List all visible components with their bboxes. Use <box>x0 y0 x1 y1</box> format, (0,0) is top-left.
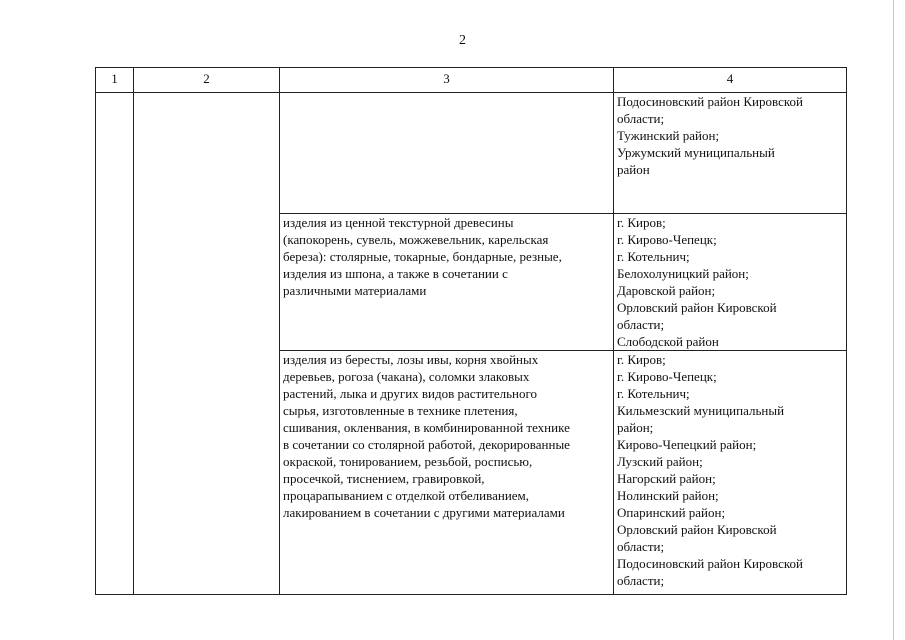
areas-cell <box>614 351 847 595</box>
table-header-row <box>96 68 847 93</box>
description-line: различными материалами <box>283 283 427 298</box>
area-line: Белохолуницкий район; <box>617 266 749 281</box>
area-line: г. Киров; <box>617 352 666 367</box>
description-line: деревьев, рогоза (чакана), соломки злаковых <box>283 369 530 384</box>
areas-cell <box>614 93 847 214</box>
area-line: Кильмезский муниципальный <box>617 403 785 418</box>
scan-edge-line <box>893 0 894 640</box>
area-line: г. Кирово-Чепецк; <box>617 232 717 247</box>
area-line: области; <box>617 111 665 126</box>
description-line: береза): столярные, токарные, бондарные, резные, <box>283 249 562 264</box>
description-line: сшивания, окленвания, в комбинированной технике <box>283 420 570 435</box>
column-header-1: 1 <box>96 68 134 93</box>
description-cell <box>280 93 614 214</box>
area-line: Подосиновский район Кировской <box>617 94 803 109</box>
area-line: Орловский район Кировской <box>617 300 777 315</box>
area-line: Нагорский район; <box>617 471 716 486</box>
description-line: сырья, изготовленные в технике плетения, <box>283 403 518 418</box>
area-line: Подосиновский район Кировской <box>617 556 803 571</box>
description-line: изделия из ценной текстурной древесины <box>283 215 514 230</box>
description-line: изделия из бересты, лозы ивы, корня хвойных <box>283 352 539 367</box>
area-line: г. Котельнич; <box>617 249 690 264</box>
column-header-2: 2 <box>134 68 280 93</box>
area-line: Слободской район <box>617 334 719 349</box>
area-line: Кирово-Чепецкий район; <box>617 437 757 452</box>
area-line: области; <box>617 539 665 554</box>
area-line: Лузский район; <box>617 454 703 469</box>
area-line: г. Котельнич; <box>617 386 690 401</box>
area-line: Даровской район; <box>617 283 716 298</box>
area-line: Уржумский муниципальный <box>617 145 775 160</box>
description-line: окраской, тонированием, резьбой, росписью, <box>283 454 533 469</box>
description-cell <box>280 214 614 351</box>
area-line: Нолинский район; <box>617 488 719 503</box>
area-line: г. Киров; <box>617 215 666 230</box>
description-line: (капокорень, сувель, можжевельник, карельская <box>283 232 549 247</box>
cell-col-2 <box>134 93 280 595</box>
cell-col-1 <box>96 93 134 595</box>
description-line: просечкой, тиснением, гравировкой, <box>283 471 485 486</box>
page-number: 2 <box>459 33 466 48</box>
description-cell <box>280 351 614 595</box>
description-line: растений, лыка и других видов растительного <box>283 386 538 401</box>
area-line: район <box>617 162 650 177</box>
column-header-3: 3 <box>280 68 614 93</box>
column-header-4: 4 <box>614 68 847 93</box>
crafts-table <box>95 67 847 595</box>
area-line: области; <box>617 317 665 332</box>
table-row <box>96 93 847 214</box>
description-line: в сочетании со столярной работой, декорированные <box>283 437 570 452</box>
areas-cell <box>614 214 847 351</box>
description-line: процарапыванием с отделкой отбеливанием, <box>283 488 530 503</box>
area-line: район; <box>617 420 654 435</box>
area-line: области; <box>617 573 665 588</box>
area-line: Орловский район Кировской <box>617 522 777 537</box>
description-line: лакированием в сочетании с другими материалами <box>283 505 565 520</box>
description-line: изделия из шпона, а также в сочетании с <box>283 266 508 281</box>
area-line: г. Кирово-Чепецк; <box>617 369 717 384</box>
area-line: Опаринский район; <box>617 505 726 520</box>
area-line: Тужинский район; <box>617 128 720 143</box>
